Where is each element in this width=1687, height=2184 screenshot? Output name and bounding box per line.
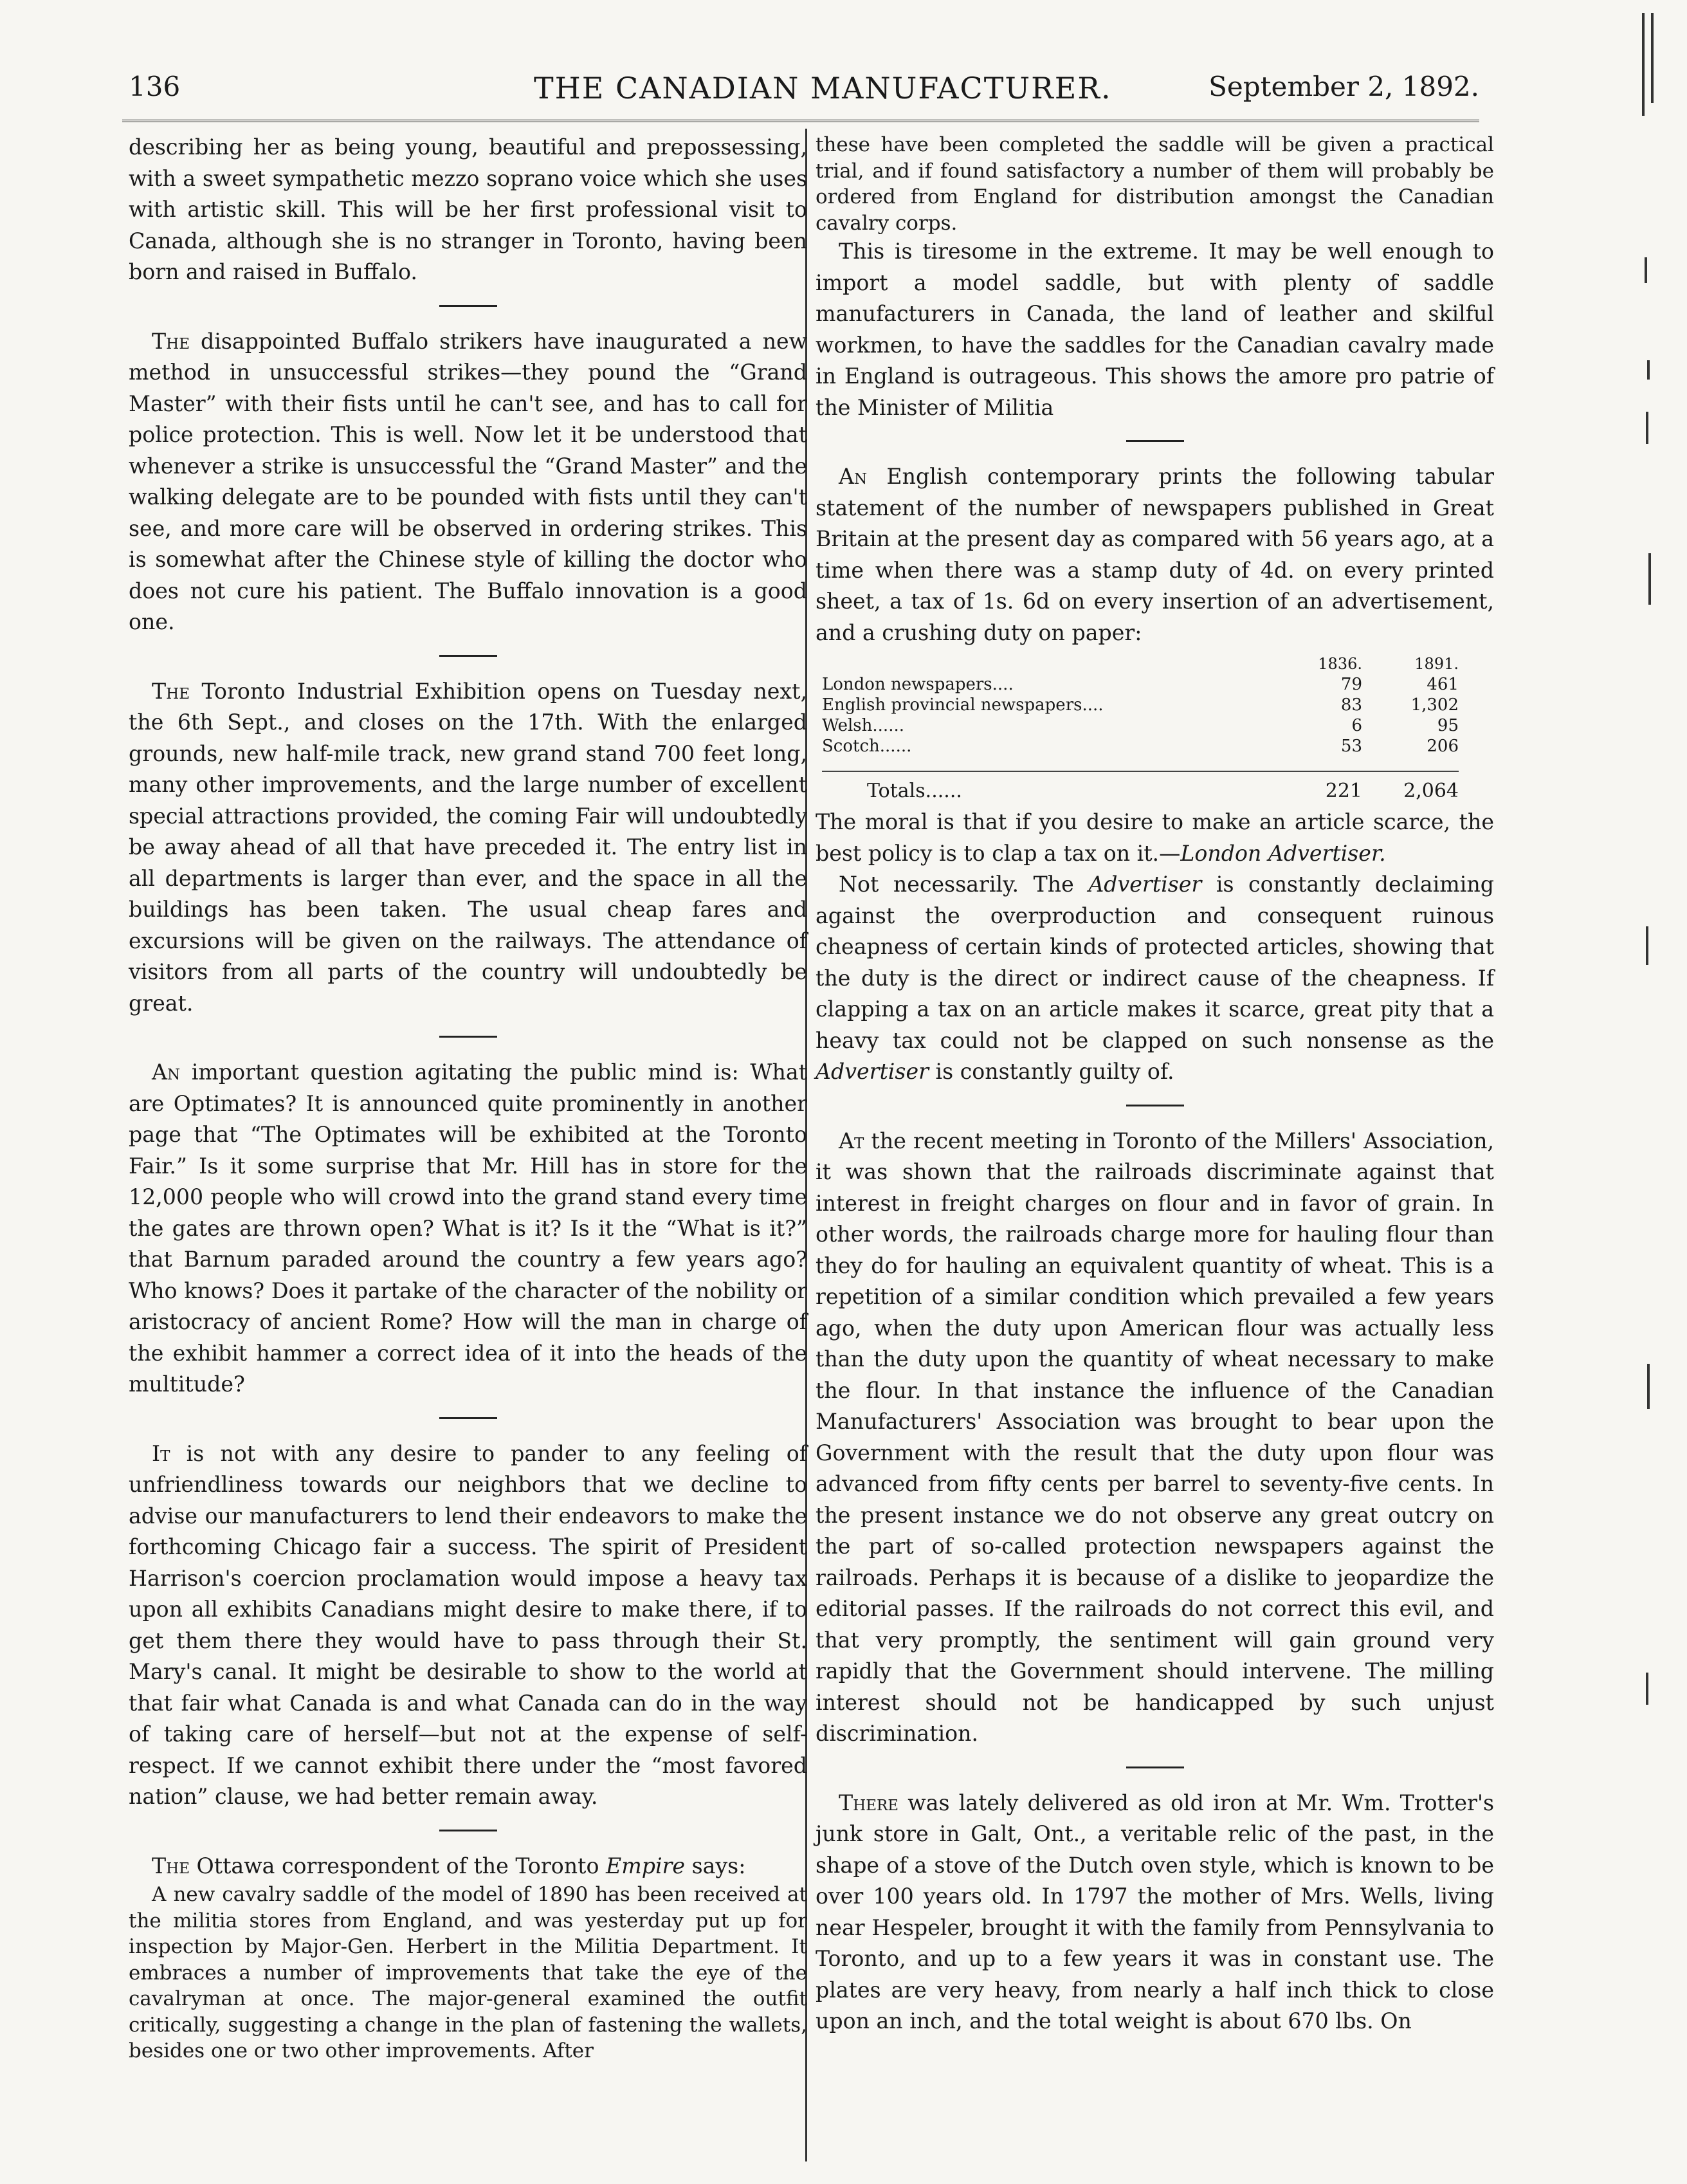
paragraph-old-stove: There was lately delivered as old iron at Mr. Wm. Trotter's junk store in Galt, Ont., a veritable relic of the past, in the shape of a stove of the Dutch oven style, which is known to be over 100 years old. In 1797 the mother of Mrs. Wells, living near Hespeler, brought it with the family from Pennsylvania to Toronto, and up to a few years it was in constant use. The plates are very heavy, from nearly a half inch thick to close upon an inch, and the total weight is about 670 lbs. On — [816, 1790, 1494, 2033]
table-row: London newspapers.... 79 461 — [822, 675, 1459, 694]
issue-date: September 2, 1892. — [1208, 71, 1479, 102]
saddle-quote-continued — [816, 132, 1494, 236]
paragraph-not-necessarily: Not necessarily. The Advertiser is constantly declaiming against the overproduction and consequent ruinous cheapness of certain kinds of protected articles, showing that the duty is the direct or indirect cause of the cheapness. If clapping a tax on an article makes it scarce, great pity that a heavy tax could not be clapped on such nonsense as the Advertiser is constantly guilty of. — [816, 872, 1494, 1084]
saddle-quote-continued-text: these have been completed the saddle will be given a practical trial, and if found satisfactory a number of them will probably be ordered from England for distribution amongst the Canadian cavalry corps. — [816, 133, 1494, 235]
section-separator — [439, 1036, 497, 1038]
table-row: Welsh...... 6 95 — [822, 716, 1459, 735]
section-separator — [1126, 440, 1184, 442]
paragraph-exhibition: The Toronto Industrial Exhibition opens on Tuesday next, the 6th Sept., and closes on the 17th. With the enlarged grounds, new half-mile track, new grand stand 700 feet long, many other improvements, and the large number of excellent special attractions provided, the coming Fair will undoubtedly be away ahead of all that have preceded it. The entry list in all departments is larger than ever, and the space in all the buildings has been taken. The usual cheap fares and excursions will be given on the railways. The attendance of visitors from all parts of the country will undoubtedly be great. — [129, 678, 807, 1016]
paragraph-newspapers: An English contemporary prints the following tabular statement of the number of newspapers published in Great Britain at the present day as compared with 56 years ago, at a time when there was a stamp duty of 4d. on every printed sheet, a tax of 1s. 6d on every insertion of an advertisement, and a crushing duty on paper: — [816, 464, 1494, 645]
paragraph-millers: At the recent meeting in Toronto of the Millers' Association, it was shown that the railroads discriminate against that interest in freight charges on flour and in favor of grain. In other words, the railroads charge more for hauling flour than they do for hauling an equivalent quantity of wheat. This is a repetition of a similar condition which prevailed a few years ago, when the duty upon American flour was actually less than the duty upon the quantity of wheat necessary to make the flour. In that instance the influence of the Canadian Manufacturers' Association was brought to bear upon the Government with the result that the duty upon flour was advanced from fifty cents per barrel to seventy-five cents. In the present instance we do not observe any great outcry on the part of so-called protection newspapers against the railroads. Perhaps it is because of a dislike to jeopardize the editorial passes. If the railroads do not correct this evil, and that very promptly, the sentiment will gain ground very rapidly that the Government should intervene. The milling interest should not be handicapped by such unjust discrimination. — [816, 1128, 1494, 1746]
paragraph-ottawa-intro: The Ottawa correspondent of the Toronto Empire says: — [152, 1853, 746, 1878]
paragraph-moral: The moral is that if you desire to make an article scarce, the best policy is to clap a tax on it.—London Advertiser. — [816, 809, 1494, 866]
section-separator — [1126, 1766, 1184, 1768]
saddle-quote — [129, 1882, 807, 2064]
page-number: 136 — [129, 71, 181, 102]
section-separator — [1126, 1105, 1184, 1106]
paragraph-optimates: An important question agitating the public mind is: What are Optimates? It is announced quite prominently in another page that “The Optimates will be exhibited at the Toronto Fair.” Is it some surprise that Mr. Hill has in store for the 12,000 people who will crowd into the grand stand every time the gates are thrown open? What is it? Is it the “What is it?” that Barnum paraded around the country a few years ago? Who knows? Does it partake of the character of the nobility or aristocracy of ancient Rome? How will the man in charge of the exhibit hammer a correct idea of it into the heads of the multitude? — [129, 1060, 807, 1397]
section-separator — [439, 1417, 497, 1419]
newspaper-table — [822, 654, 1459, 802]
header-rule — [122, 120, 1479, 122]
table-header-row — [822, 654, 1459, 674]
paragraph-saddle-comment: This is tiresome in the extreme. It may be well enough to import a model saddle, but with plenty of saddle manufacturers in Canada, the land of leather and skilful workmen, to have the saddles for the Canadian cavalry made in England is outrageous. This shows the amore pro patrie of the Minister of Militia — [816, 239, 1494, 420]
table-row: Scotch...... 53 206 — [822, 737, 1459, 756]
right-column — [816, 132, 1494, 2037]
section-separator — [439, 1830, 497, 1831]
publication-title: THE CANADIAN MANUFACTURER. — [534, 71, 1112, 106]
table-row: English provincial newspapers.... 83 1,302 — [822, 695, 1459, 715]
paragraph-chicago-fair: It is not with any desire to pander to any feeling of unfriendliness towards our neighbors that we decline to advise our manufacturers to lend their endeavors to make the forthcoming Chicago fair a success. The spirit of President Harrison's coercion proclamation would impose a heavy tax upon all exhibits Canadians might desire to make there, if to get them there they would have to pass through their St. Mary's canal. It might be desirable to show to the world at that fair what Canada is and what Canada can do in the way of taking care of herself—but not at the expense of self-respect. If we cannot exhibit there under the “most favored nation” clause, we had better remain away. — [129, 1440, 807, 1809]
table-total-row: Totals...... 221 2,064 — [822, 771, 1459, 802]
table-col-1836: 1836. — [1318, 655, 1362, 673]
saddle-quote-text: A new cavalry saddle of the model of 1890 has been received at the militia stores from England, and was yesterday put up for inspection by Major-Gen. Herbert in the Militia Department. It embraces a number of improvements that take the eye of the cavalryman at once. The major-general examined the outfit critically, suggesting a change in the plan of fastening the wallets, besides one or two other improvements. After — [129, 1883, 807, 2062]
page-header — [129, 71, 1479, 116]
left-column — [129, 132, 807, 2064]
scan-edge-marks — [1629, 0, 1668, 2184]
paragraph-buffalo-strikers: The disappointed Buffalo strikers have inaugurated a new method in unsuccessful strikes—they pound the “Grand Master” with their fists until he can't see, and has to call for police protection. This is well. Now let it be understood that whenever a strike is unsuccessful the “Grand Master” and the walking delegate are to be pounded with fists until they can't see, and more care will be observed in ordering strikes. This is somewhat after the Chinese style of killing the doctor who does not cure his patient. The Buffalo innovation is a good one. — [129, 328, 807, 634]
section-separator — [439, 305, 497, 307]
table-col-1891: 1891. — [1414, 655, 1459, 673]
paragraph-singer: describing her as being young, beautiful and prepossessing, with a sweet sympathetic mezzo soprano voice which she uses with artistic skill. This will be her first professional visit to Canada, although she is no stranger in Toronto, having been born and raised in Buffalo. — [129, 134, 807, 284]
section-separator — [439, 655, 497, 657]
